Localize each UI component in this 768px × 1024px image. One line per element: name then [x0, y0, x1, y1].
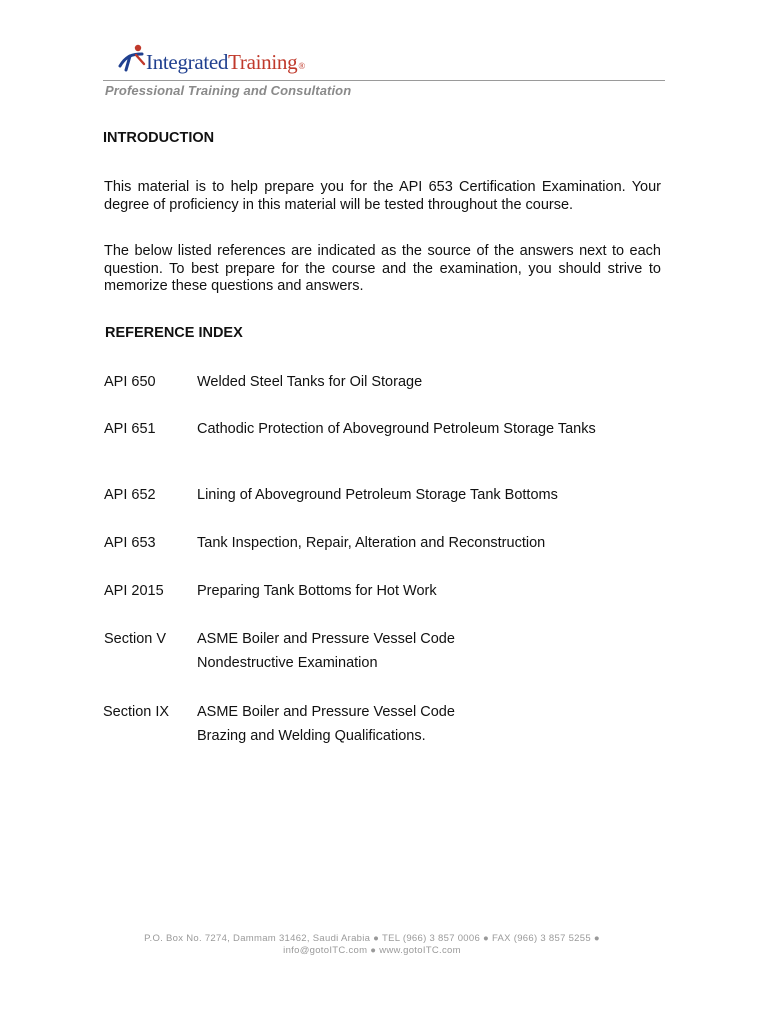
reference-code: API 651 — [104, 421, 156, 437]
reference-index-heading: REFERENCE INDEX — [105, 325, 243, 341]
intro-heading: INTRODUCTION — [103, 130, 215, 146]
reference-title: ASME Boiler and Pressure Vessel Code — [197, 631, 455, 647]
company-logo — [116, 42, 326, 78]
reference-subtitle: Brazing and Welding Qualifications. — [197, 728, 426, 744]
footer-contact: info@gotoITC.com ● www.gotoITC.com — [283, 945, 461, 956]
reference-code: API 650 — [104, 374, 156, 390]
reference-title: Cathodic Protection of Aboveground Petroleum Storage Tanks — [197, 421, 596, 437]
reference-title: ASME Boiler and Pressure Vessel Code — [197, 704, 455, 720]
reference-title: Welded Steel Tanks for Oil Storage — [197, 374, 423, 390]
reference-title: Preparing Tank Bottoms for Hot Work — [197, 583, 437, 599]
reference-code: API 652 — [104, 487, 156, 503]
reference-subtitle: Nondestructive Examination — [197, 655, 378, 671]
logo-wordmark — [146, 50, 305, 78]
person-star-icon — [116, 42, 150, 76]
tagline: Professional Training and Consultation — [105, 83, 352, 98]
registered-mark: ® — [298, 61, 305, 71]
reference-code: Section V — [104, 631, 167, 647]
reference-code: Section IX — [103, 704, 170, 720]
header-divider — [103, 80, 665, 81]
footer-address: P.O. Box No. 7274, Dammam 31462, Saudi Arabia ● TEL (966) 3 857 0006 ● FAX (966) 3 857 5255 ● — [144, 933, 600, 944]
reference-code: API 653 — [104, 535, 156, 551]
reference-code: API 2015 — [104, 583, 164, 599]
reference-title: Tank Inspection, Repair, Alteration and Reconstruction — [197, 535, 546, 551]
logo-text-integrated: Integrated — [146, 50, 229, 74]
reference-title: Lining of Aboveground Petroleum Storage Tank Bottoms — [197, 487, 558, 503]
logo-text-training: Training — [228, 50, 298, 74]
intro-paragraph-1: This material is to help prepare you for the API 653 Certification Examination. Your degree of proficiency in this material will be tested throughout the course. — [104, 179, 661, 213]
intro-paragraph-2: The below listed references are indicated as the source of the answers next to each question. To best prepare for the course and the examination, you should strive to memorize these questions and answers. — [104, 243, 661, 294]
